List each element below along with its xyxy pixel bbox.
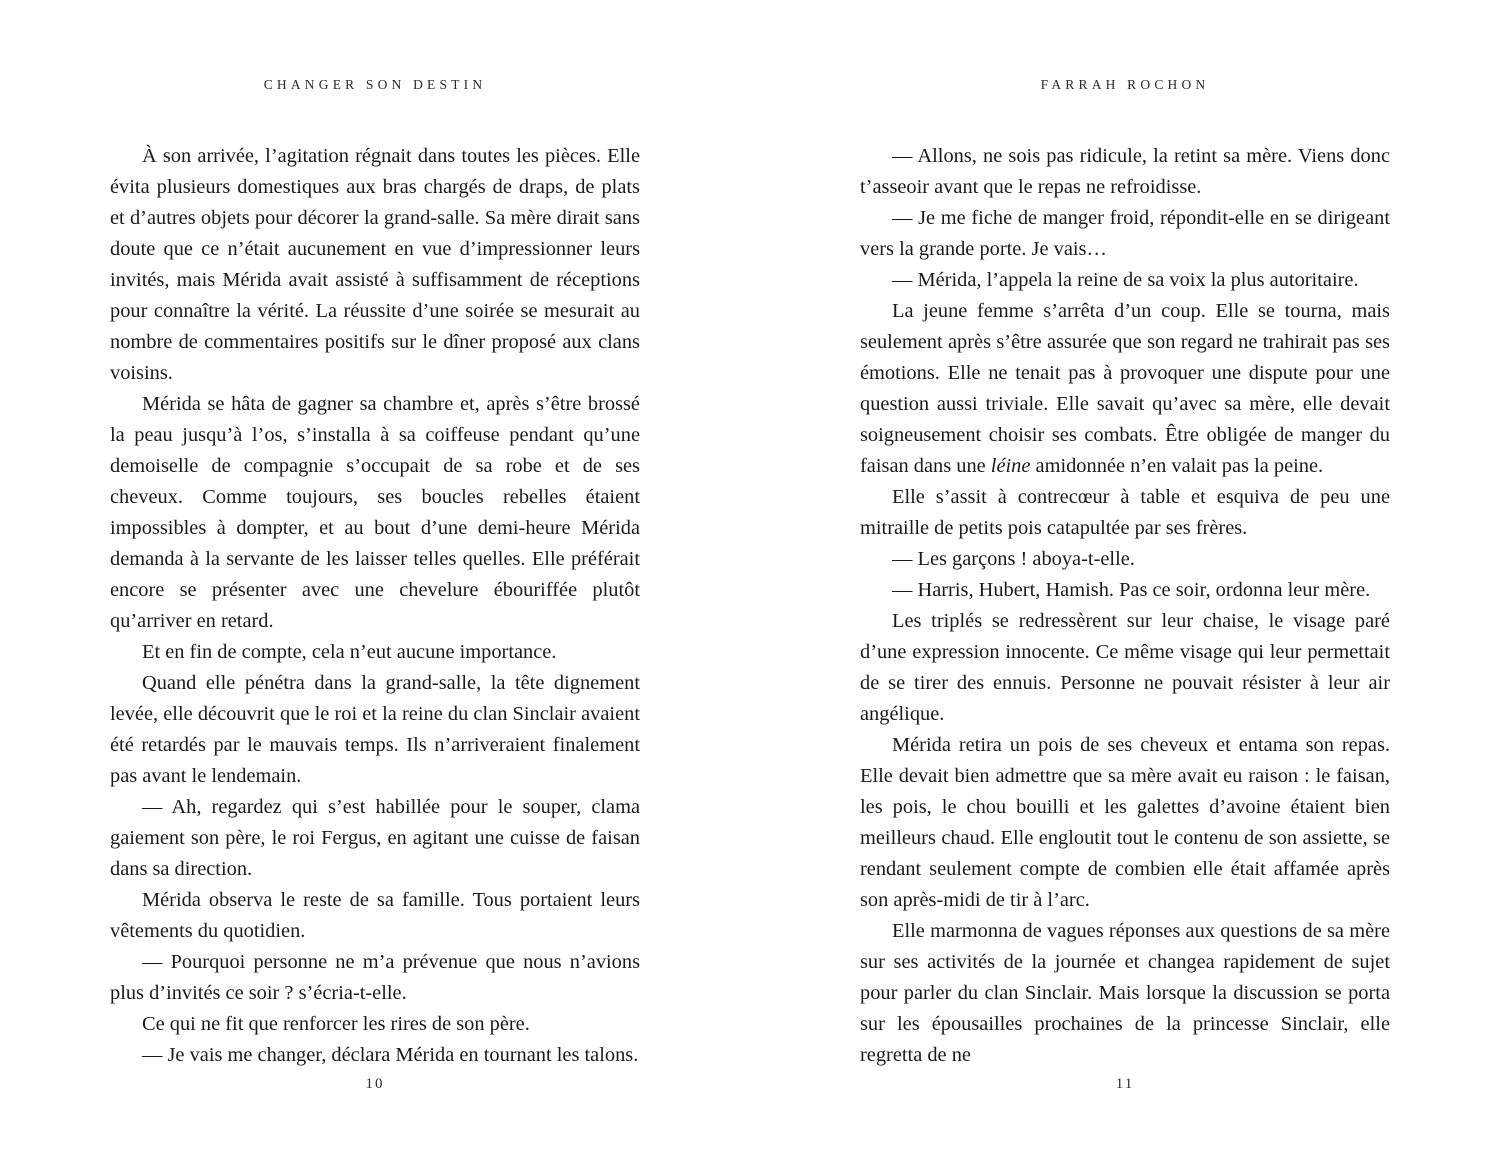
dialogue-paragraph: — Je vais me changer, déclara Mérida en tournant les talons.: [142, 1044, 639, 1066]
italic-word: léine: [990, 455, 1031, 477]
paragraph: Quand elle pénétra dans la grand-salle, la tête dignement levée, elle découvrit que le roi et la reine du clan Sinclair avaient été retardés par le mauvais temps. Ils n’arriveraient finalement pas avant le lendemain.: [110, 672, 640, 787]
right-page-body: [860, 141, 1390, 1071]
paragraph: À son arrivée, l’agitation régnait dans toutes les pièces. Elle évita plusieurs domestiques aux bras chargés de draps, de plats et d’autres objets pour décorer la grand-salle. Sa mère dirait sans doute que ce n’était aucunement en vue d’impressionner leurs invités, mais Mérida avait assisté à suffisamment de réceptions pour connaître la vérité. La réussite d’une soirée se mesurait au nombre de commentaires positifs sur le dîner proposé aux clans voisins.: [110, 145, 640, 384]
dialogue-paragraph: — Je me fiche de manger froid, répondit-elle en se dirigeant vers la grande porte. Je vais…: [860, 207, 1390, 260]
left-page-body: [110, 141, 640, 1071]
dialogue-paragraph: — Mérida, l’appela la reine de sa voix la plus autoritaire.: [892, 269, 1359, 291]
paragraph-text: amidonnée n’en valait pas la peine.: [1030, 455, 1324, 477]
paragraph: Mérida retira un pois de ses cheveux et entama son repas. Elle devait bien admettre que sa mère avait eu raison : le faisan, les pois, le chou bouilli et les galettes d’avoine étaient bien meilleurs chaud. Elle engloutit tout le contenu de son assiette, se rendant seulement compte de combien elle était affamée après son après-midi de tir à l’arc.: [860, 734, 1390, 911]
right-page: [860, 0, 1390, 1150]
page-number: 11: [1115, 1076, 1135, 1092]
paragraph: Ce qui ne fit que renforcer les rires de son père.: [142, 1013, 530, 1035]
left-page: [110, 0, 640, 1150]
dialogue-paragraph: — Ah, regardez qui s’est habillée pour le souper, clama gaiement son père, le roi Fergus, en agitant une cuisse de faisan dans sa direction.: [110, 796, 640, 880]
paragraph-text: La jeune femme s’arrêta d’un coup. Elle se tourna, mais seulement après s’être assurée que son regard ne trahirait pas ses émotions. Elle ne tenait pas à provoquer une dispute pour une question aussi triviale. Elle savait qu’avec sa mère, elle devait soigneusement choisir ses combats. Être obligée de manger du faisan dans une: [860, 300, 1390, 477]
page-number: 10: [365, 1076, 385, 1092]
dialogue-paragraph: — Allons, ne sois pas ridicule, la retint sa mère. Viens donc t’asseoir avant que le repas ne refroidisse.: [860, 145, 1390, 198]
running-head-title: CHANGER SON DESTIN: [263, 77, 487, 92]
paragraph: Mérida observa le reste de sa famille. Tous portaient leurs vêtements du quotidien.: [110, 889, 640, 942]
dialogue-paragraph: — Pourquoi personne ne m’a prévenue que nous n’avions plus d’invités ce soir ? s’écria-t-elle.: [110, 951, 640, 1004]
paragraph: Mérida se hâta de gagner sa chambre et, après s’être brossé la peau jusqu’à l’os, s’installa à sa coiffeuse pendant qu’une demoiselle de compagnie s’occupait de sa robe et de ses cheveux. Comme toujours, ses boucles rebelles étaient impossibles à dompter, et au bout d’une demi-heure Mérida demanda à la servante de les laisser telles quelles. Elle préférait encore se présenter avec une chevelure ébouriffée plutôt qu’arriver en retard.: [110, 393, 640, 632]
paragraph: Elle s’assit à contrecœur à table et esquiva de peu une mitraille de petits pois catapultée par ses frères.: [860, 486, 1390, 539]
dialogue-paragraph: — Les garçons ! aboya-t-elle.: [892, 548, 1135, 570]
paragraph: Les triplés se redressèrent sur leur chaise, le visage paré d’une expression innocente. Ce même visage qui leur permettait de se tirer des ennuis. Personne ne pouvait résister à leur air angélique.: [860, 610, 1390, 725]
paragraph: [860, 296, 1390, 482]
running-head-author: FARRAH ROCHON: [1040, 77, 1210, 92]
paragraph: Elle marmonna de vagues réponses aux questions de sa mère sur ses activités de la journée et changea rapidement de sujet pour parler du clan Sinclair. Mais lorsque la discussion se porta sur les épousailles prochaines de la princesse Sinclair, elle regretta de ne: [860, 920, 1390, 1066]
dialogue-paragraph: — Harris, Hubert, Hamish. Pas ce soir, ordonna leur mère.: [892, 579, 1371, 601]
paragraph: Et en fin de compte, cela n’eut aucune importance.: [142, 641, 557, 663]
